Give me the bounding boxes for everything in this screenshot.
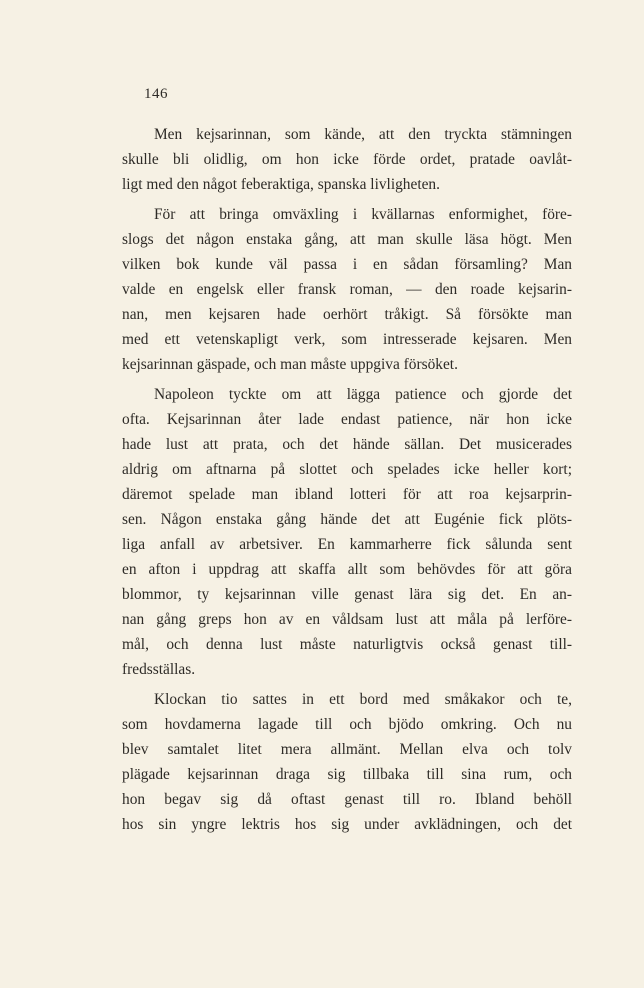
paragraph-2-line-2: slogs det någon enstaka gång, att man skulle läsa högt. Men [122,231,572,248]
paragraph-3-line-12: fredsställas. [122,661,196,678]
paragraph-2-line-6: med ett vetenskapligt verk, som intresserade kejsaren. Men [122,331,572,348]
paragraph-3-line-8: en afton i uppdrag att skaffa allt som behövdes för att göra [122,561,572,578]
paragraph-4-line-6: hos sin yngre lektris hos sig under avklädningen, och det [122,816,572,833]
paragraph-3-line-9: blommor, ty kejsarinnan ville genast lära sig det. En an- [122,586,572,603]
paragraph-4-line-5: hon begav sig då oftast genast till ro. Ibland behöll [122,791,572,808]
paragraph-3-line-1: Napoleon tyckte om att lägga patience och gjorde det [154,386,572,403]
paragraph-1-line-2: skulle bli olidlig, om hon icke förde ordet, pratade oavlåt- [122,151,572,168]
paragraph-3-line-5: däremot spelade man ibland lotteri för att roa kejsarprin- [122,486,572,503]
paragraph-3-line-3: hade lust att prata, och det hände sällan. Det musicerades [122,436,572,453]
paragraph-3-line-11: mål, och denna lust måste naturligtvis också genast till- [122,636,572,653]
paragraph-3-line-2: ofta. Kejsarinnan åter lade endast patience, när hon icke [122,411,572,428]
paragraph-3-line-6: sen. Någon enstaka gång hände det att Eugénie fick plöts- [122,511,572,528]
paragraph-4-line-2: som hovdamerna lagade till och bjödo omkring. Och nu [122,716,572,733]
paragraph-4-line-1: Klockan tio sattes in ett bord med småkakor och te, [154,691,572,708]
body-text [122,122,572,837]
paragraph-2-line-7: kejsarinnan gäspade, och man måste uppgiva försöket. [122,356,458,373]
paragraph-2-line-5: nan, men kejsaren hade oerhört tråkigt. Så försökte man [122,306,572,323]
paragraph-2-line-4: valde en engelsk eller fransk roman, — den roade kejsarin- [122,281,572,298]
paragraph-4-line-4: plägade kejsarinnan draga sig tillbaka till sina rum, och [122,766,572,783]
paragraph-3-line-4: aldrig om aftnarna på slottet och spelades icke heller kort; [122,461,572,478]
paragraph-2-line-3: vilken bok kunde väl passa i en sådan församling? Man [122,256,572,273]
paragraph-2-line-1: För att bringa omväxling i kvällarnas enformighet, före- [154,206,572,223]
paragraph-4-line-3: blev samtalet litet mera allmänt. Mellan elva och tolv [122,741,572,758]
paragraph-1-line-3: ligt med den något feberaktiga, spanska livligheten. [122,176,440,193]
paragraph-1-line-1: Men kejsarinnan, som kände, att den tryckta stämningen [154,126,572,143]
page-number: 146 [144,86,168,102]
paragraph-3-line-10: nan gång greps hon av en våldsam lust att måla på lerföre- [122,611,572,628]
paragraph-3-line-7: liga anfall av arbetsiver. En kammarherre fick sålunda sent [122,536,572,553]
